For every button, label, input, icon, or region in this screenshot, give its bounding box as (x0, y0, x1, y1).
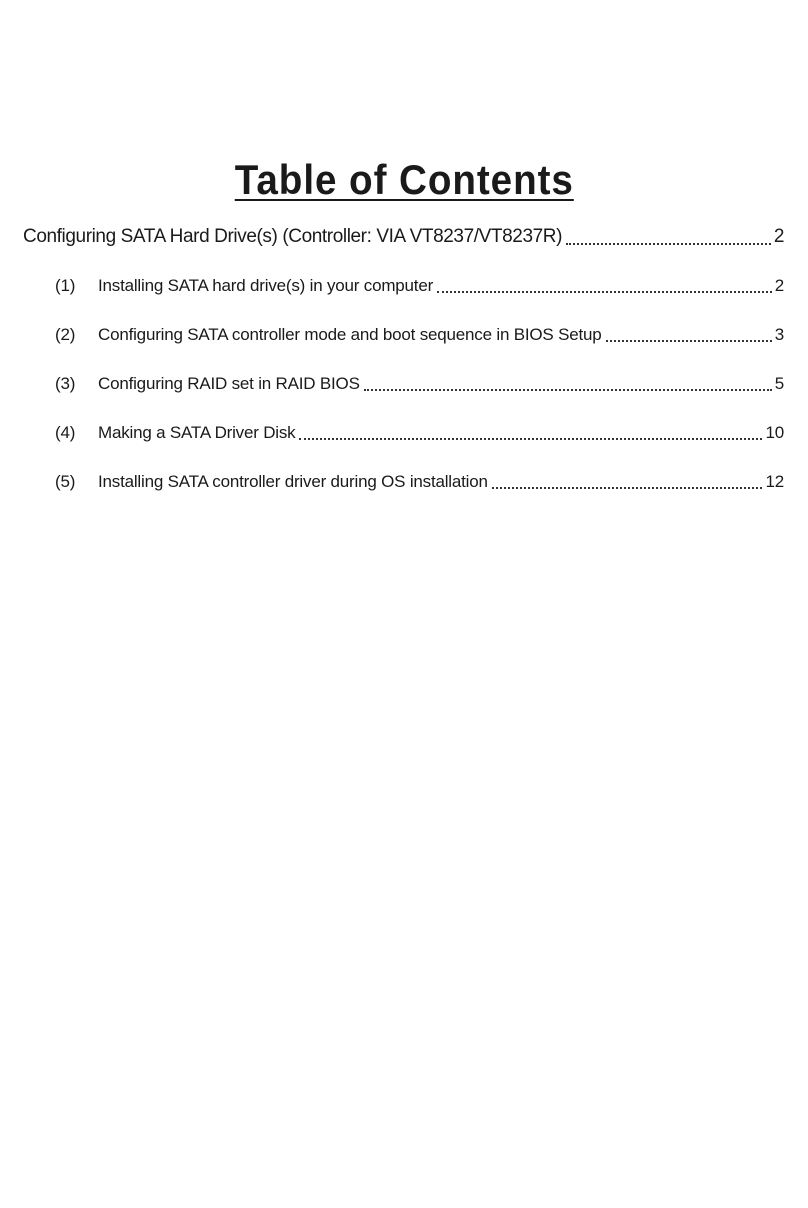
toc-entry-number: (1) (55, 276, 76, 295)
toc-entry-page: 2 (774, 276, 784, 295)
dot-leader (437, 291, 772, 293)
dot-leader (364, 389, 772, 391)
toc-entry-text: Configuring RAID set in RAID BIOS (98, 374, 360, 393)
toc-main-entry-page: 2 (773, 226, 784, 247)
toc-entry-text: Installing SATA hard drive(s) in your computer (98, 276, 434, 295)
toc-entry-3[interactable] (55, 372, 784, 396)
dot-leader (492, 487, 763, 489)
dot-leader (606, 340, 772, 342)
page-title (0, 154, 808, 206)
toc-entry-text: Making a SATA Driver Disk (98, 423, 296, 442)
toc-entry-page: 10 (765, 423, 784, 442)
toc-entry-page: 12 (765, 472, 784, 491)
toc-main-entry[interactable] (23, 224, 784, 250)
toc-entry-1[interactable] (55, 274, 784, 298)
toc-entry-page: 5 (774, 374, 784, 393)
page-title-text: Table of Contents (234, 156, 574, 204)
toc-entry-4[interactable] (55, 421, 784, 445)
toc-entry-number: (4) (55, 423, 76, 442)
toc-entry-text: Configuring SATA controller mode and boot sequence in BIOS Setup (98, 325, 602, 344)
toc-entry-text: Installing SATA controller driver during OS installation (98, 472, 488, 491)
dot-leader (566, 243, 771, 245)
toc-entry-5[interactable] (55, 470, 784, 494)
toc-entry-2[interactable] (55, 323, 784, 347)
toc-entry-number: (2) (55, 325, 76, 344)
dot-leader (299, 438, 762, 440)
toc-entry-number: (5) (55, 472, 76, 491)
toc-main-entry-text: Configuring SATA Hard Drive(s) (Controller: VIA VT8237/VT8237R) (23, 226, 563, 247)
toc-entry-number: (3) (55, 374, 76, 393)
toc-entry-page: 3 (774, 325, 784, 344)
